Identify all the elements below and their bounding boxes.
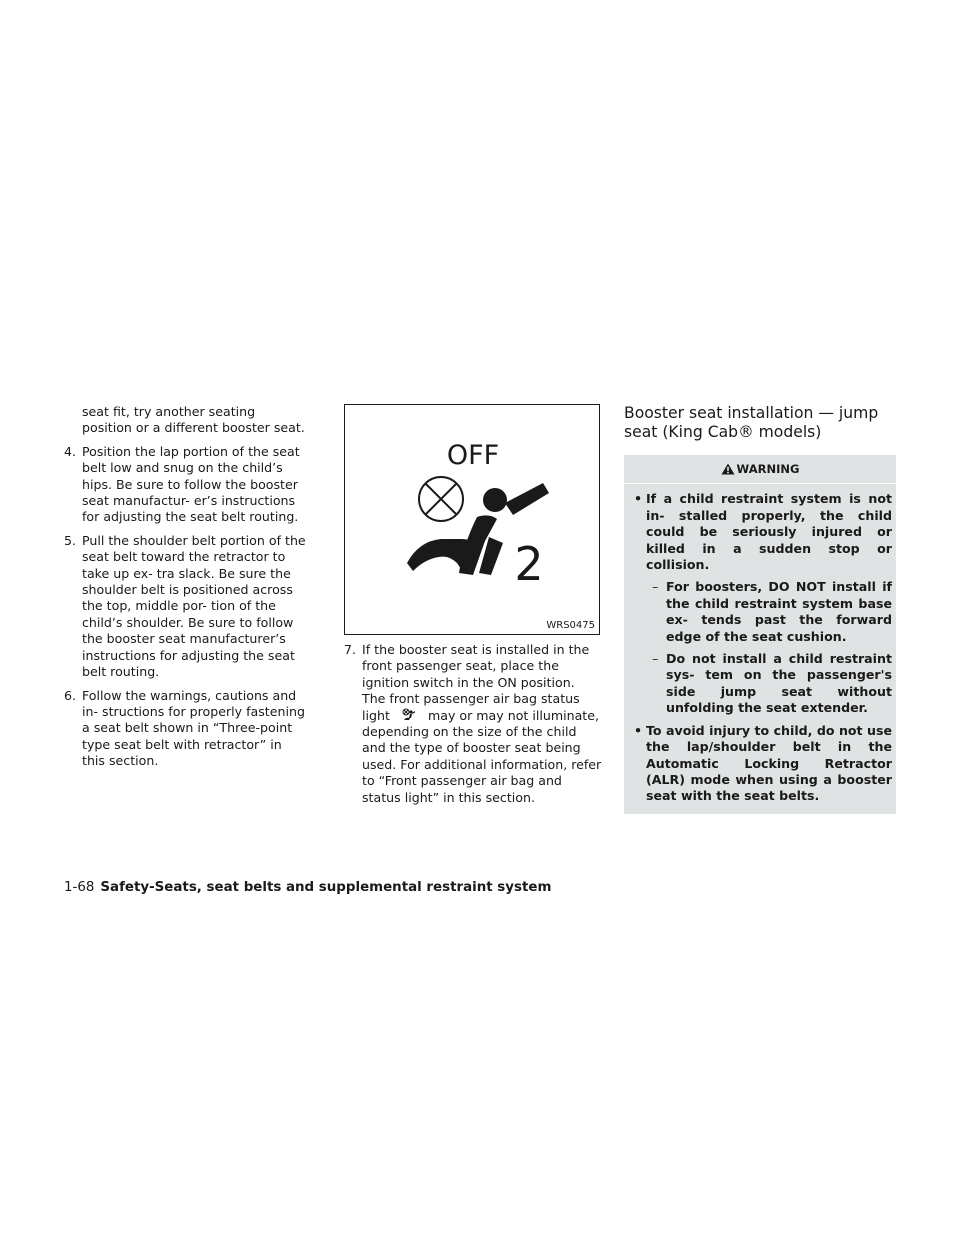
warning-text: If a child restraint system is not in- stalled properly, the child could be seriously injured or killed in a sudden stop or collision.: [646, 491, 892, 573]
warning-subitem: [628, 651, 892, 717]
airbag-off-figure: [344, 404, 600, 635]
step-number: 7.: [344, 642, 357, 657]
page-number: 1-68: [64, 880, 95, 895]
step-continuation: seat fit, try another seating position or a different booster seat.: [82, 404, 305, 436]
step-6: [64, 688, 308, 770]
dash-mark: –: [652, 651, 659, 667]
warning-item: [628, 723, 892, 805]
warning-label: WARNING: [736, 462, 800, 476]
step-text-after-icon: may or may not illuminate, depending on the size of the child and the type of booster seat being used. For additional information, refer to “Front passenger air bag and status light” in this section.: [362, 707, 602, 805]
crossed-circle-icon: [419, 477, 463, 521]
seat-number: 2: [514, 537, 544, 591]
left-column: [64, 404, 308, 777]
warning-subtext: Do not install a child restraint sys- tem on the passenger's side jump seat without unfolding the seat extender.: [666, 651, 892, 716]
step-number: 4.: [64, 443, 77, 459]
bullet-mark: •: [634, 722, 643, 738]
section-title: Booster seat installation — jump seat (King Cab® models): [624, 404, 879, 441]
page-footer: [64, 880, 551, 896]
step-text: Follow the warnings, cautions and in- structions for properly fastening a seat belt shown in “Three-point type seat belt with retractor” in this section.: [82, 687, 305, 769]
step-text: Position the lap portion of the seat belt low and snug on the child’s hips. Be sure to follow the booster seat manufactur- er’s instructions for adjusting the seat belt routing.: [82, 443, 300, 525]
figure-id: WRS0475: [546, 620, 595, 631]
warning-text: To avoid injury to child, do not use the lap/shoulder belt in the Automatic Locking Retractor (ALR) mode when using a booster seat with the seat belts.: [646, 722, 892, 804]
right-column: [624, 404, 896, 814]
warning-subitem: [628, 579, 892, 645]
warning-subtext: For boosters, DO NOT install if the child restraint system base ex- tends past the forward edge of the seat cushion.: [666, 579, 892, 644]
warning-box: [624, 455, 896, 814]
airbag-off-illustration: [345, 405, 601, 636]
step-text: Pull the shoulder belt portion of the seat belt toward the retractor to take up ex- tra slack. Be sure the shoulder belt is positioned across the top, middle por- tion of the child’s shoulder. Be sure to follow the booster seat manufacturer’s instructions for adjusting the seat belt routing.: [82, 532, 306, 680]
step-5: [64, 533, 308, 681]
step-7: [344, 642, 602, 806]
bullet-mark: •: [634, 491, 643, 507]
step-4: [64, 444, 308, 526]
dash-mark: –: [652, 579, 659, 595]
warning-heading: [624, 455, 896, 484]
middle-column: [344, 404, 602, 813]
step-number: 6.: [64, 687, 77, 703]
airbag-status-light-icon: [394, 708, 424, 722]
off-label: OFF: [446, 440, 500, 471]
warning-item: [628, 491, 892, 573]
chapter-title: Safety-Seats, seat belts and supplemental restraint system: [100, 880, 552, 895]
step-text-before-icon: If the booster seat is installed in the front passenger seat, place the ignition switch in the ON position. The front passenger air bag status light: [362, 642, 590, 723]
step-number: 5.: [64, 532, 77, 548]
warning-triangle-icon: [721, 463, 735, 475]
